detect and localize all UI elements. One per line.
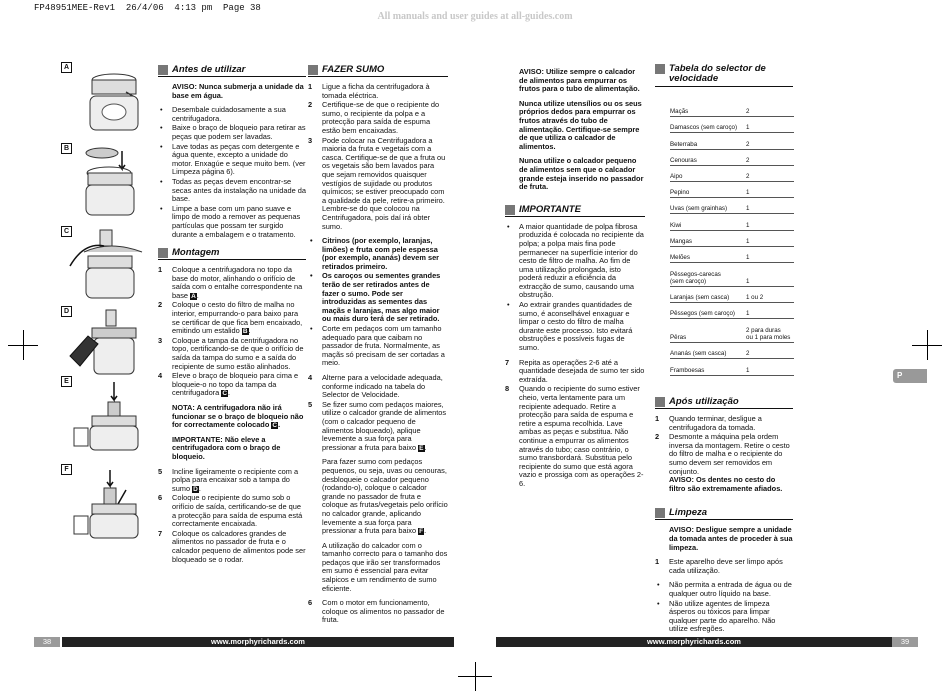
figure-ref: E [419,444,424,452]
list-item: 2 Certifique-se de que o recipiente do sumo, o recipiente da polpa e a protecção para saída de espuma estão bem encaixadas. [308,100,440,135]
footer-bar-right [496,637,892,647]
list-item: • Baixe o braço de bloqueio para retirar as peças que podem ser lavadas. [158,124,306,141]
list-item: 6 Com o motor em funcionamento, coloque os alimentos no passador de fruta. [308,598,445,625]
list-item: 2 Coloque o cesto do filtro de malha no interior, empurrando-o para baixo para se certificar de que fica bem encaixado, emitindo um estalido B. [158,300,303,336]
list-item: 5 Se fizer sumo com pedaços maiores, utilize o calcador grande de alimentos (com o calcador pequeno de alimentos bloqueado), aplique levemente a sua força para pressionar a fruta para baixo E. [308,399,447,452]
list-item: 1 Ligue a ficha da centrifugadora à tomada eléctrica. [308,82,430,100]
table-row: Kiwi 1 [670,214,794,230]
table-row: Pepino 1 [670,182,794,198]
table-row: Cenouras 2 [670,150,794,166]
column-4 [655,64,793,93]
table-row: Uvas (sem grainhas) 1 [670,198,794,214]
list-item: 1 Este aparelho deve ser limpo após cada utilização. [655,557,783,575]
warning-text: Nunca utilize o calcador pequeno de alimentos sem que o calcador grande esteja inserido no passador de fruta. [519,156,644,192]
table-row: Pêras 2 para duras ou 1 para moles [670,319,794,343]
section-title: Antes de utilizar [172,64,246,75]
warning-text: AVISO: Utilize sempre o calcador de alimentos para empurrar os frutos para o tubo de alimentação. [519,67,640,94]
list-item: • Todas as peças devem encontrar-se secas antes da instalação na unidade da base. [158,178,306,204]
warning-text: AVISO: Desligue sempre a unidade da tomada antes de proceder à sua limpeza. [669,525,793,552]
numbered-list [308,374,448,452]
table-row: Beterraba 2 [670,133,794,149]
figure-label: D [61,306,72,317]
list-item: • Desembale cuidadosamente a sua centrifugadora. [158,106,306,123]
table-row: Pêssegos-carecas (sem caroço) 1 [670,263,794,287]
list-item: 4 Alterne para a velocidade adequada, conforme indicado na tabela do Selector de Velocidade. [308,373,443,400]
crop-mark [927,330,928,360]
figure-ref: F [419,528,424,536]
square-bullet-icon [158,65,168,75]
speed-table [670,101,794,376]
warning-text: AVISO: Nunca submerja a unidade da base em água. [172,82,304,100]
list-item: 4 Eleve o braço de bloqueio para cima e bloqueie-o no topo da tampa da centrifugadora C. [158,371,299,398]
figure-ref: C [272,422,278,430]
language-tab: P [893,369,927,383]
numbered-list [655,558,793,575]
locking-arm-illustration [64,226,154,302]
table-row: Framboesas 1 [670,359,794,375]
footer-url: www.morphyrichards.com [211,637,305,646]
column-4-lower [655,396,793,640]
list-item: 2 Desmonte a máquina pela ordem inversa da montagem. Retire o cesto do filtro de malha e o recipiente do sumo devem ser removidos em conjunto. AVISO: Os dentes no cesto do filtro são extremamente afiados. [655,432,790,493]
figure-ref: D [193,485,198,493]
section-header-tabela [655,64,793,87]
column-1 [158,64,306,570]
square-bullet-icon [158,248,168,258]
figure-label: E [61,376,72,387]
list-item: • Os caroços ou sementes grandes terão de ser retirados antes de fazer o sumo. Pode ser introduzidas as sementes das maçãs e laranjas, mas algo maior ou mais duro terá de ser retirado. [308,272,448,324]
section-header-montagem [158,247,306,260]
list-item: 8 Quando o recipiente do sumo estiver cheio, verta lentamente para um recipiente adequado. Retire a protecção para saída de espuma e retire a espuma recolhida. Lave ambas as peças e substitua. Não continue a empurrar os alimentos através do tubo; caso contrário, o sumo transbordará. Substitua pelo recipiente do sumo que está agora vazio e prossiga com as operações 2-6. [505,384,644,488]
list-item: • A maior quantidade de polpa fibrosa produzida é colocada no recipiente da polpa; a polpa mais fina pode permanecer na superfície interior do cesto de filtro de malha. Ao fim de uma utilização prolongada, isto poderá reduzir a eficiência da extracção de sumo, causando uma obstrução. [505,223,645,300]
list-item: • Lave todas as peças com detergente e água quente, excepto a unidade do motor. Enxagúe e seque muito bem. (ver Limpeza página 6). [158,143,306,177]
figure-label: B [61,143,72,154]
section-header-apos [655,396,793,409]
figure-f [64,464,154,540]
figure-d [64,306,154,382]
section-title: FAZER SUMO [322,64,385,75]
table-row: Mangas 1 [670,231,794,247]
footer-url: www.morphyrichards.com [647,637,741,646]
section-header-importante [505,204,645,217]
page-number-right: 39 [892,637,918,647]
numbered-list [158,266,306,398]
figure-ref: B [242,328,248,336]
crop-mark [23,330,24,360]
warning-text: Nunca utilize utensílios ou os seus próprios dedos para empurrar os frutos através do tubo de alimentação. Certifique-se sempre de que utiliza o calcador de alimentos. [519,98,642,151]
list-item: 3 Pode colocar na Centrifugadora a maioria da fruta e vegetais com a casca. Certifique-se de que a fruta ou os vegetais são bem lavados para que sejam removidos quaisquer vestígios de sujidade ou produtos químicos; se estiver preocupado com a qualidade da pele, retire-a primeiro. Lembre-se do que colocou na Centrifugadora, pois daí irá obter sumo. [308,135,446,231]
bullet-list [308,237,448,368]
bullet-list [505,223,645,353]
figure-e [64,376,154,452]
list-item: 3 Coloque a tampa da centrifugadora no topo, certificando-se de que o orifício de saída da tampa do sumo e a saída do recipiente de sumo estão alinhados. [158,335,304,371]
figure-ref: A [191,292,196,300]
section-title: Após utilização [669,396,739,407]
table-row: Damascos (sem caroço) 1 [670,117,794,133]
footer-bar-left [62,637,454,647]
square-bullet-icon [655,508,665,518]
list-item: • Limpe a base com um pano suave e limpo de modo a remover as pequenas partículas que possam ter surgido durante a embalagem e o tratamento. [158,205,306,239]
section-title: Tabela do selector de velocidade [669,63,766,84]
food-pusher-large-illustration [64,376,154,452]
pulp-container-illustration [64,306,154,382]
table-row: Melões 1 [670,247,794,263]
numbered-list [308,83,448,231]
figure-ref: C [222,390,228,398]
bullet-list [655,581,793,634]
figure-b [64,143,154,219]
section-title: IMPORTANTE [519,203,581,215]
table-row: Maçãs 2 [670,101,794,117]
figure-label: A [61,62,72,73]
figure-a [64,62,154,138]
table-row: Laranjas (sem casca) 1 ou 2 [670,287,794,303]
bullet-list [158,106,306,239]
numbered-list [308,599,448,625]
filter-basket-illustration [64,143,154,219]
watermark: All manuals and user guides at all-guides.com [377,11,573,22]
numbered-list [158,468,306,565]
section-header-limpeza [655,507,793,520]
crop-mark [475,662,476,691]
print-header: FP48951MEE-Rev1 26/4/06 4:13 pm Page 38 [34,3,261,13]
list-item: • Citrinos (por exemplo, laranjas, limões) e fruta com pele espessa (por exemplo, ananás) devem ser retirados primeiro. [308,237,448,271]
food-pusher-small-illustration [64,464,154,540]
list-item: 6 Coloque o recipiente do sumo sob o orifício de saída, certificando-se de que a protecção para saída de espuma está correctamente encaixada. [158,493,303,529]
list-item: 7 Coloque os calcadores grandes de alimentos no passador de fruta e o calcador pequeno de alimentos pode ser bloqueado se o rodar. [158,528,306,564]
list-item: 1 Quando terminar, desligue a centrifugadora da tomada. [655,414,762,432]
section-title: Montagem [172,247,220,259]
square-bullet-icon [655,397,665,407]
important-text: IMPORTANTE: Não eleve a centrifugadora com o braço de bloqueio. [172,434,281,461]
figure-label: F [61,464,72,475]
list-item: • Não utilize agentes de limpeza ásperos ou tóxicos para limpar qualquer parte do aparelho. Não utilize esfregões. [655,600,793,634]
column-2 [308,64,448,631]
square-bullet-icon [308,65,318,75]
note-text: NOTA: A centrifugadora não irá funcionar se o braço de bloqueio não for correctamente colocado C. [172,403,304,430]
square-bullet-icon [655,64,665,74]
list-item: 1 Coloque a centrifugadora no topo da base do motor, alinhando o orifício de saída com o entalhe correspondente na base A. [158,265,303,300]
numbered-list [505,359,645,489]
juicer-base-illustration [64,62,154,138]
page-number-left: 38 [34,637,60,647]
table-row: Aipo 2 [670,166,794,182]
table-row: Pêssegos (sem caroço) 1 [670,303,794,319]
paragraph: Para fazer sumo com pedaços pequenos, ou seja, uvas ou cenouras, desbloqueie o calcador pequeno (rodando-o), coloque o calcador grande no passador de fruta e coloque as frutas/vegetais pelo orifício no calcador grande, aplicando levemente a sua força para pressionar a fruta para baixo F. [322,457,448,536]
list-item: • Corte em pedaços com um tamanho adequado para que caibam no passador de fruta. Normalmente, as maçãs só precisam de ser cortadas a meio. [308,325,448,368]
figure-label: C [61,226,72,237]
paragraph: A utilização do calcador com o tamanho correcto para o tamanho dos pedaços que irão ser transformados em sumo é essencial para evitar salpicos e um rendimento de sumo eficiente. [322,540,448,593]
list-item: • Não permita a entrada de água ou de qualquer outro líquido na base. [655,581,793,598]
list-item: 5 Incline ligeiramente o recipiente com a polpa para encaixar sob a tampa do sumo D. [158,466,299,493]
list-item: • Ao extrair grandes quantidades de sumo, é aconselhável enxaguar e limpar o cesto do filtro de malha durante este processo. Isto evitará obstruções e possíveis fugas de sumo. [505,301,645,353]
figure-c [64,226,154,302]
table-row: Ananás (sem casca) 2 [670,343,794,359]
numbered-list [655,415,793,493]
square-bullet-icon [505,205,515,215]
section-header-fazer [308,64,448,77]
section-header-antes [158,64,306,77]
list-item: 7 Repita as operações 2-6 até a quantidade desejada de sumo ter sido extraída. [505,357,645,384]
column-3 [505,64,645,495]
section-title: Limpeza [669,507,708,519]
